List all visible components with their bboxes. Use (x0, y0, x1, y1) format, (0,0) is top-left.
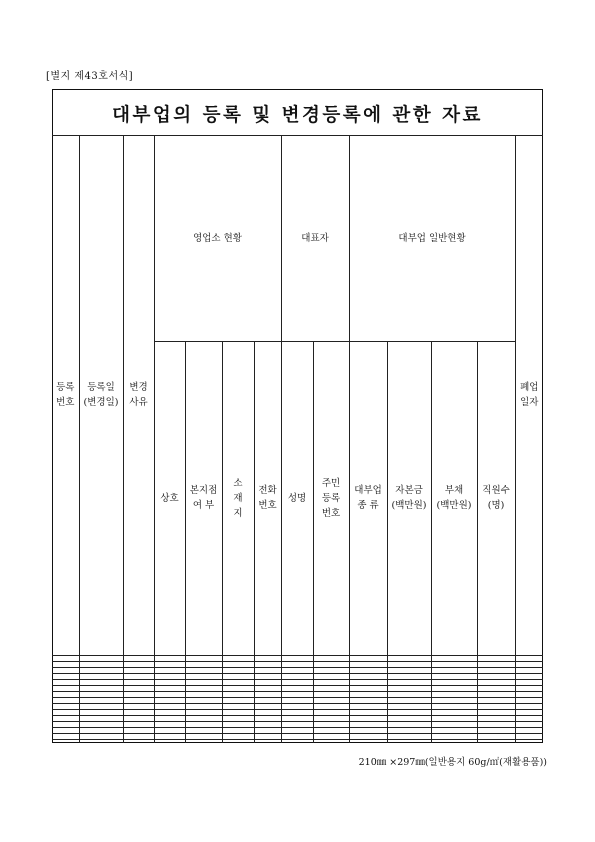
header-office-status: 영업소 현황 (154, 136, 281, 342)
header-hq-branch: 본지점 여 부 (185, 341, 222, 655)
table-cell[interactable] (79, 740, 123, 743)
page-title: 대부업의 등록 및 변경등록에 관한 자료 (112, 105, 483, 126)
table-cell[interactable] (387, 740, 431, 743)
table-cell[interactable] (185, 740, 222, 743)
paper-spec-footer: 210㎜ ×297㎜(일반용지 60g/㎡(재활용품)) (358, 757, 547, 768)
registration-table (52, 135, 543, 743)
header-change-reason: 변경 사유 (123, 136, 154, 656)
form-number-label: [별지 제43호서식] (46, 71, 134, 82)
table-cell[interactable] (254, 740, 281, 743)
header-capital: 자본금 (백만원) (387, 341, 431, 655)
table-cell[interactable] (222, 740, 254, 743)
header-trade-name: 상호 (154, 341, 185, 655)
table-cell[interactable] (154, 740, 185, 743)
header-representative: 대표자 (281, 136, 349, 342)
header-loan-type: 대부업 종 류 (349, 341, 387, 655)
table-cell[interactable] (515, 740, 543, 743)
header-resident-no: 주민 등록 번호 (313, 341, 349, 655)
header-phone: 전화 번호 (254, 341, 281, 655)
header-reg-no: 등록 번호 (52, 136, 79, 656)
table-cell[interactable] (281, 740, 313, 743)
table-body (52, 655, 543, 743)
header-reg-date: 등록일 (변경일) (79, 136, 123, 656)
header-closure-date: 폐업 일자 (515, 136, 543, 656)
header-location: 소 재 지 (222, 341, 254, 655)
header-liabilities: 부채 (백만원) (431, 341, 477, 655)
table-cell[interactable] (123, 740, 154, 743)
table-cell[interactable] (313, 740, 349, 743)
table-cell[interactable] (431, 740, 477, 743)
header-employees: 직원수 (명) (477, 341, 515, 655)
table-row (52, 740, 543, 743)
table-cell[interactable] (52, 740, 79, 743)
table-cell[interactable] (477, 740, 515, 743)
table-cell[interactable] (349, 740, 387, 743)
header-general-status: 대부업 일반현황 (349, 136, 515, 342)
header-name: 성명 (281, 341, 313, 655)
